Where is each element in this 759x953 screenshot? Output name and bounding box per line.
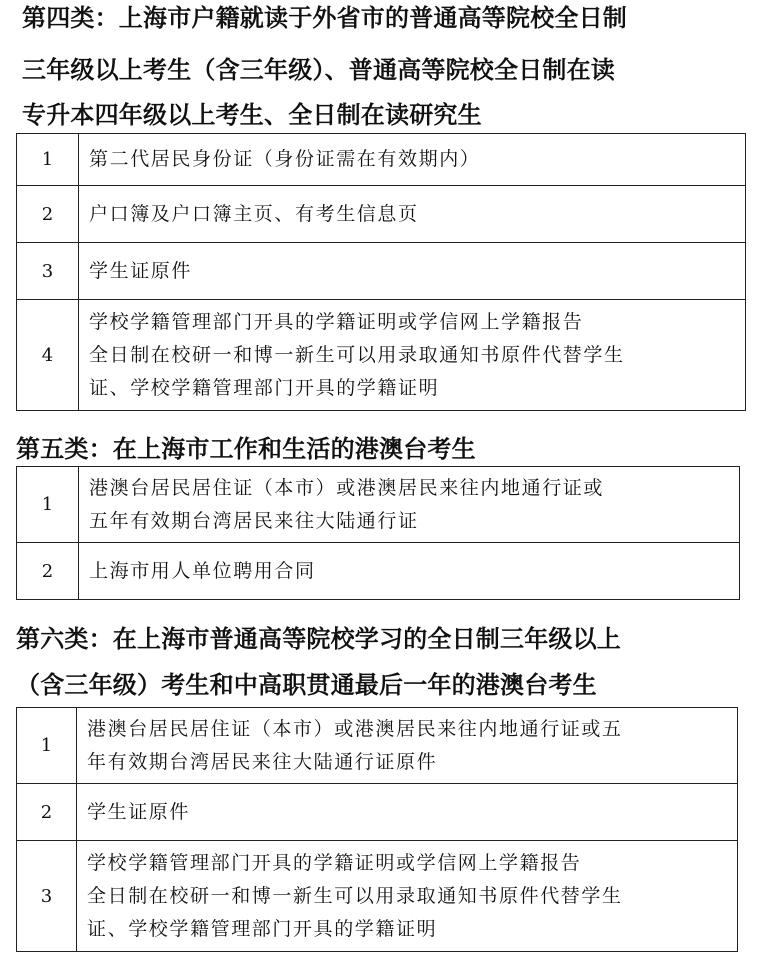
- section-4-heading-line-3: 专升本四年级以上考生、全日制在读研究生: [22, 101, 482, 129]
- requirement-line: 全日制在校研一和博一新生可以用录取通知书原件代替学生: [89, 343, 625, 366]
- row-requirement: [79, 186, 746, 243]
- requirement-line: 上海市用人单位聘用合同: [89, 559, 316, 582]
- requirement-line: 港澳台居民居住证（本市）或港澳居民来往内地通行证或五: [87, 717, 623, 740]
- section-4-table: [16, 133, 746, 411]
- section-6-heading-line-1: 第六类：在上海市普通高等院校学习的全日制三年级以上: [16, 625, 621, 653]
- row-number: 2: [17, 543, 79, 600]
- row-number: 1: [17, 134, 79, 186]
- row-number: 1: [17, 467, 79, 543]
- table-row: [17, 784, 738, 841]
- table-row: [17, 300, 746, 411]
- row-number: 3: [17, 841, 77, 952]
- table-row: [17, 543, 740, 600]
- row-requirement: [79, 467, 740, 543]
- requirement-line: 学校学籍管理部门开具的学籍证明或学信网上学籍报告: [89, 310, 584, 333]
- requirement-line: 学校学籍管理部门开具的学籍证明或学信网上学籍报告: [87, 851, 582, 874]
- table-row: [17, 186, 746, 243]
- section-4-heading-line-2: 三年级以上考生（含三年级）、普通高等院校全日制在读: [22, 56, 615, 84]
- requirement-line: 证、学校学籍管理部门开具的学籍证明: [89, 376, 440, 399]
- requirement-line: 户口簿及户口簿主页、有考生信息页: [89, 202, 419, 225]
- section-5-heading: 第五类：在上海市工作和生活的港澳台考生: [16, 435, 476, 463]
- section-5-table: [16, 466, 740, 600]
- table-row: [17, 243, 746, 300]
- section-6-table: [16, 707, 738, 952]
- requirement-line: 学生证原件: [87, 800, 191, 823]
- row-requirement: [77, 784, 738, 841]
- row-requirement: [79, 300, 746, 411]
- section-4-heading-line-1: 第四类：上海市户籍就读于外省市的普通高等院校全日制: [22, 4, 627, 32]
- row-requirement: [79, 243, 746, 300]
- row-requirement: [79, 134, 746, 186]
- requirement-line: 第二代居民身份证（身份证需在有效期内）: [89, 148, 481, 170]
- row-number: 1: [17, 708, 77, 784]
- requirement-line: 年有效期台湾居民来往大陆通行证原件: [87, 750, 438, 773]
- table-row: [17, 841, 738, 952]
- table-row: [17, 708, 738, 784]
- requirement-line: 学生证原件: [89, 259, 193, 282]
- row-number: 2: [17, 186, 79, 243]
- requirement-line: 五年有效期台湾居民来往大陆通行证: [89, 509, 419, 532]
- requirement-line: 港澳台居民居住证（本市）或港澳居民来往内地通行证或: [89, 476, 605, 499]
- table-row: [17, 134, 746, 186]
- row-requirement: [79, 543, 740, 600]
- row-requirement: [77, 841, 738, 952]
- requirement-line: 全日制在校研一和博一新生可以用录取通知书原件代替学生: [87, 884, 623, 907]
- requirement-line: 证、学校学籍管理部门开具的学籍证明: [87, 917, 438, 940]
- row-number: 3: [17, 243, 79, 300]
- table-row: [17, 467, 740, 543]
- row-number: 2: [17, 784, 77, 841]
- section-6-heading-line-2: （含三年级）考生和中高职贯通最后一年的港澳台考生: [16, 671, 597, 699]
- row-number: 4: [17, 300, 79, 411]
- row-requirement: [77, 708, 738, 784]
